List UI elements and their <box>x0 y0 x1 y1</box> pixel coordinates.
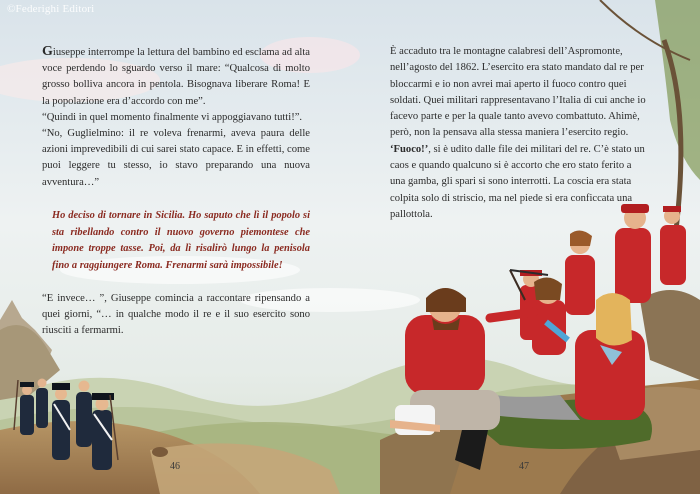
left-page-body <box>42 44 310 191</box>
publisher-watermark: ©Federighi Editori <box>7 3 95 15</box>
paragraph-text: , si è udito dalle file dei militari del re. C’è stato un caos e quando qualcuno si è accorto che ero stato ferito a una gamba, gli spari si sono interrotti. La coscia era stata colpita solo di striscio, ma nel piede si era conficcata una pallottola. <box>390 143 645 220</box>
left-page-closing-paragraph: “E invece… ”, Giuseppe comincia a raccontare ripensando a quei giorni, “… in qualche modo il re e il suo esercito sono riusciti a fermarmi. <box>42 293 310 337</box>
page-number-left: 46 <box>170 461 180 472</box>
paragraph <box>42 44 310 110</box>
paragraph: “No, Guglielmino: il re voleva frenarmi, aveva paura delle azioni imprevedibili di cui sarei stato capace. E in effetti, come puoi leggere tu stesso, io stavo preparando una nuova avventura…” <box>42 128 310 188</box>
paragraph: “Quindi in quel momento finalmente vi appoggiavano tutti!”. <box>42 111 303 123</box>
page-number-right: 47 <box>519 461 529 472</box>
drop-cap: G <box>42 44 53 59</box>
paragraph-text: iuseppe interrompe la lettura del bambino ed esclama ad alta voce perdendo lo sguardo verso il mare: “Qualcosa di molto grosso bolliva ancora in pentola. Bisognava liberare Roma! E la popolazione era d’accordo con me”. <box>42 47 310 107</box>
paragraph-text: È accaduto tra le montagne calabresi dell’Aspromonte, nell’agosto del 1862. L’esercito era stato mandato dal re per bloccarmi e io non avrei mai aperto il fuoco contro quei soldati. Quei militari rappresentavano l’Italia di cui anche io facevo parte e per la quale tanto avevo combattuto. Ahimè, però, non la pensava alla stessa maniera l’esercito regio. <box>390 46 646 139</box>
right-page-body <box>390 44 646 223</box>
shout-text: ‘Fuoco!’ <box>390 143 429 155</box>
italic-quote: Ho deciso di tornare in Sicilia. Ho saputo che lì il popolo si sta ribellando contro il nuovo governo piemontese che impone troppe tasse. Poi, da lì risalirò lungo la penisola fino a raggiungere Roma. Frenarmi sarà impossibile! <box>52 210 310 271</box>
